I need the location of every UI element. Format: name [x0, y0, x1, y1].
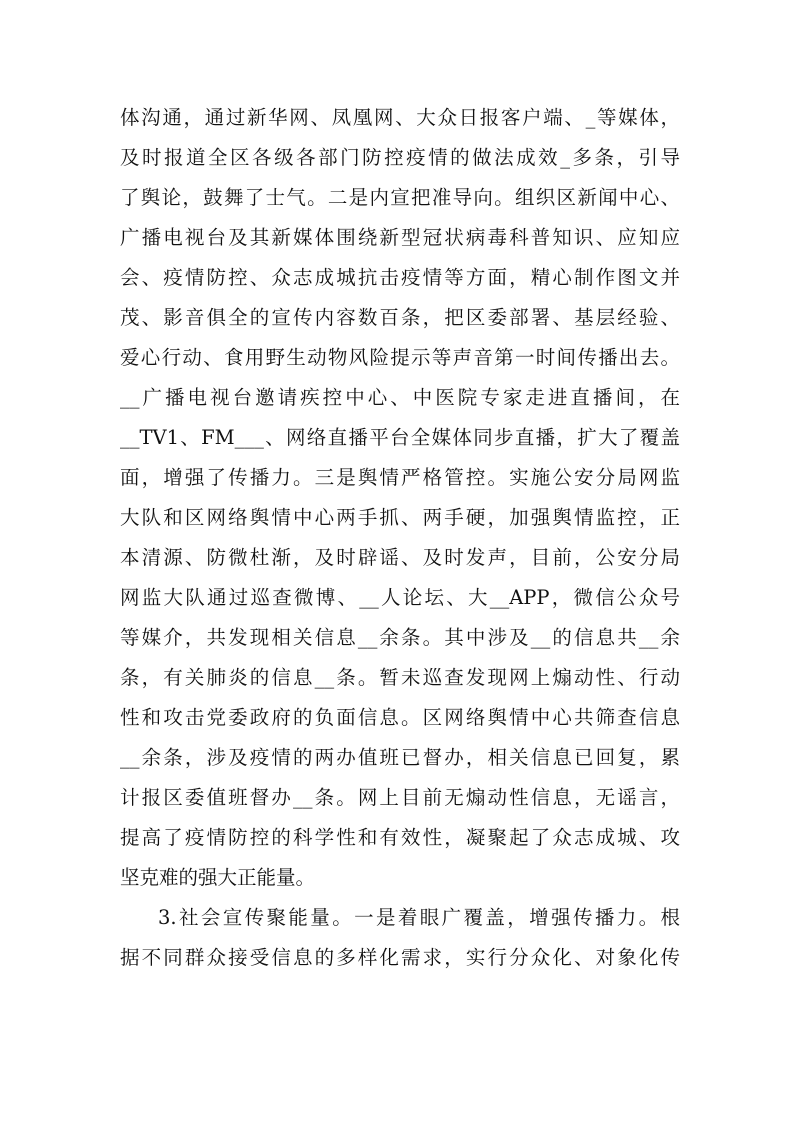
text-line: 等媒介，共发现相关信息__余条。其中涉及__的信息共__余 [120, 626, 680, 649]
text-line: __余条，涉及疫情的两办值班已督办，相关信息已回复，累 [120, 746, 680, 769]
text-line: 了舆论，鼓舞了士气。二是内宣把准导向。组织区新闻中心、 [120, 186, 680, 209]
text-line: 体沟通，通过新华网、凤凰网、大众日报客户端、_等媒体， [120, 106, 680, 129]
text-line: __TV1、FM___、网络直播平台全媒体同步直播，扩大了覆盖 [120, 426, 680, 449]
text-line: 据不同群众接受信息的多样化需求，实行分众化、对象化传 [120, 946, 680, 969]
text-line: 网监大队通过巡查微博、__人论坛、大__APP，微信公众号 [120, 586, 680, 609]
text-line: 本清源、防微杜渐，及时辟谣、及时发声，目前，公安分局 [120, 546, 680, 569]
text-line: __广播电视台邀请疾控中心、中医院专家走进直播间，在 [120, 386, 680, 409]
text-line: 爱心行动、食用野生动物风险提示等声音第一时间传播出去。 [120, 346, 680, 369]
text-line: 及时报道全区各级各部门防控疫情的做法成效_多条，引导 [120, 146, 680, 169]
section-heading-line: 3.社会宣传聚能量。一是着眼广覆盖，增强传播力。根 [158, 906, 680, 929]
text-line: 广播电视台及其新媒体围绕新型冠状病毒科普知识、应知应 [120, 226, 680, 249]
text-line: 性和攻击党委政府的负面信息。区网络舆情中心共筛查信息 [120, 706, 680, 729]
text-line: 面，增强了传播力。三是舆情严格管控。实施公安分局网监 [120, 466, 680, 489]
text-line: 大队和区网络舆情中心两手抓、两手硬，加强舆情监控，正 [120, 506, 680, 529]
text-line: 计报区委值班督办__条。网上目前无煽动性信息，无谣言， [120, 786, 680, 809]
text-line: 提高了疫情防控的科学性和有效性，凝聚起了众志成城、攻 [120, 826, 680, 849]
paragraph-end-line: 坚克难的强大正能量。 [120, 866, 316, 889]
body-text [120, 98, 680, 978]
text-line: 茂、影音俱全的宣传内容数百条，把区委部署、基层经验、 [120, 306, 680, 329]
text-line: 会、疫情防控、众志成城抗击疫情等方面，精心制作图文并 [120, 266, 680, 289]
text-line: 条，有关肺炎的信息__条。暂未巡查发现网上煽动性、行动 [120, 666, 680, 689]
